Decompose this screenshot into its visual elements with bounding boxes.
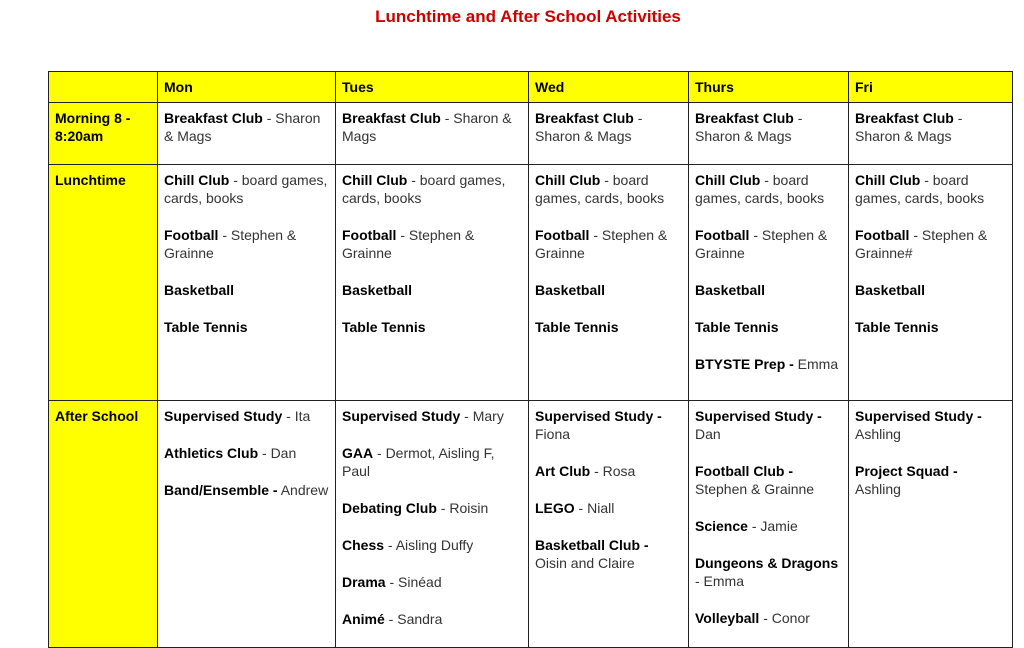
activity-detail: - Stephen & Grainne [695, 227, 828, 261]
day-header-thurs: Thurs [689, 72, 849, 103]
activity-detail: Fiona [535, 426, 571, 442]
activity-item [164, 318, 329, 336]
activity-item [855, 109, 1006, 145]
activity-name: Debating Club [342, 500, 437, 516]
activity-cell [689, 165, 849, 401]
activity-name: Breakfast Club [535, 110, 634, 126]
activity-name: Chill Club [855, 172, 921, 188]
table-row [49, 103, 1013, 165]
activity-detail: - Sharon & Mags [695, 110, 803, 144]
activity-name: Chill Club [535, 172, 601, 188]
activity-cell [158, 103, 336, 165]
activity-name: Basketball [855, 282, 926, 298]
page-title: Lunchtime and After School Activities [375, 7, 681, 26]
day-header-wed: Wed [529, 72, 689, 103]
activity-item [342, 109, 522, 145]
activity-name: Supervised Study - [695, 408, 822, 424]
day-header-mon: Mon [158, 72, 336, 103]
activity-item [695, 462, 842, 498]
activity-name: Football [164, 227, 219, 243]
activity-item [695, 517, 842, 535]
activity-name: Breakfast Club [164, 110, 263, 126]
activity-detail: - Aisling Duffy [384, 537, 474, 553]
activity-detail: - Rosa [590, 463, 636, 479]
activity-detail: - Sharon & Mags [342, 110, 512, 144]
activity-item [535, 318, 682, 336]
activity-item [535, 499, 682, 517]
activity-item [855, 226, 1006, 262]
activity-name: Basketball [535, 282, 606, 298]
activity-detail: - Sharon & Mags [164, 110, 321, 144]
activity-item [164, 444, 329, 462]
activity-name: Football [535, 227, 590, 243]
activity-cell [529, 165, 689, 401]
activity-name: Chill Club [342, 172, 408, 188]
activity-detail: - Stephen & Grainne# [855, 227, 988, 261]
activity-name: Animé [342, 611, 385, 627]
activity-item [342, 281, 522, 299]
activities-table [48, 71, 1013, 648]
activity-name: Football [855, 227, 910, 243]
activity-name: Supervised Study - [855, 408, 982, 424]
activity-detail: Ashling [855, 426, 901, 442]
activity-cell [689, 401, 849, 648]
activity-name: Table Tennis [695, 319, 779, 335]
activity-name: Chill Club [695, 172, 761, 188]
activity-detail: - board games, cards, books [342, 172, 506, 206]
activity-item [342, 171, 522, 207]
activity-cell [158, 401, 336, 648]
activity-name: Supervised Study - [535, 408, 662, 424]
activity-cell [529, 103, 689, 165]
activity-item [164, 407, 329, 425]
table-row [49, 401, 1013, 648]
activity-name: Basketball Club - [535, 537, 649, 553]
activity-detail: Oisin and Claire [535, 555, 635, 571]
activity-detail: - Sharon & Mags [535, 110, 643, 144]
activity-item [695, 355, 842, 373]
activity-cell [849, 401, 1013, 648]
activity-cell [849, 103, 1013, 165]
activity-item [342, 318, 522, 336]
activity-name: Basketball [164, 282, 235, 298]
activity-item [695, 171, 842, 207]
activity-name: Football [342, 227, 397, 243]
activity-item [535, 109, 682, 145]
activity-item [342, 444, 522, 480]
activity-name: Basketball [695, 282, 766, 298]
activity-cell [336, 103, 529, 165]
activity-item [535, 171, 682, 207]
activity-name: Breakfast Club [695, 110, 794, 126]
activity-detail: - Emma [695, 573, 744, 589]
activity-item [535, 281, 682, 299]
activity-detail: - Dan [258, 445, 297, 461]
activity-detail: - Dermot, Aisling F, Paul [342, 445, 495, 479]
activity-name: Band/Ensemble - [164, 482, 278, 498]
activity-detail: - board games, cards, books [164, 172, 328, 206]
day-header-tues: Tues [336, 72, 529, 103]
activity-item [695, 109, 842, 145]
activity-item [535, 226, 682, 262]
activity-item [855, 171, 1006, 207]
activity-name: Table Tennis [855, 319, 939, 335]
activity-name: Supervised Study [342, 408, 461, 424]
activity-detail: - Sandra [384, 611, 443, 627]
activity-detail: - Sinéad [385, 574, 442, 590]
activity-name: Volleyball [695, 610, 760, 626]
activity-item [855, 281, 1006, 299]
activity-detail: - Conor [759, 610, 810, 626]
activity-name: Football [695, 227, 750, 243]
activity-name: GAA [342, 445, 374, 461]
activity-name: Chill Club [164, 172, 230, 188]
activity-name: Dungeons & Dragons [695, 555, 839, 571]
activity-name: Chess [342, 537, 385, 553]
activity-name: Project Squad - [855, 463, 958, 479]
row-label: After School [49, 401, 158, 648]
activity-item [342, 536, 522, 554]
activity-item [855, 462, 1006, 498]
activity-name: Breakfast Club [342, 110, 441, 126]
activity-item [164, 281, 329, 299]
activity-item [342, 407, 522, 425]
activity-name: Table Tennis [342, 319, 426, 335]
activity-item [342, 499, 522, 517]
activity-detail: - Stephen & Grainne [342, 227, 475, 261]
activity-name: Table Tennis [164, 319, 248, 335]
activity-item [695, 226, 842, 262]
activity-name: BTYSTE Prep - [695, 356, 794, 372]
activity-name: Drama [342, 574, 386, 590]
activity-detail: - Mary [460, 408, 504, 424]
activity-cell [336, 165, 529, 401]
row-label: Lunchtime [49, 165, 158, 401]
activity-name: Science [695, 518, 748, 534]
activity-item [695, 281, 842, 299]
activity-item [535, 407, 682, 443]
activity-detail: - Ita [282, 408, 311, 424]
activity-cell [849, 165, 1013, 401]
activity-detail: Emma [793, 356, 839, 372]
activity-name: Art Club [535, 463, 591, 479]
activity-detail: Stephen & Grainne [695, 481, 815, 497]
activity-item [342, 610, 522, 628]
activity-name: Breakfast Club [855, 110, 954, 126]
activity-detail: - Stephen & Grainne [535, 227, 668, 261]
header-row [49, 72, 1013, 103]
activity-name: Football Club - [695, 463, 793, 479]
activity-item [695, 318, 842, 336]
activity-detail: - board games, cards, books [855, 172, 985, 206]
activity-detail: - Stephen & Grainne [164, 227, 297, 261]
activity-item [695, 609, 842, 627]
activity-detail: - board games, cards, books [535, 172, 665, 206]
activity-detail: - Sharon & Mags [855, 110, 963, 144]
corner-cell [49, 72, 158, 103]
activity-cell [689, 103, 849, 165]
activity-cell [529, 401, 689, 648]
activity-item [164, 109, 329, 145]
activity-name: Supervised Study [164, 408, 283, 424]
activity-item [855, 318, 1006, 336]
activity-item [535, 536, 682, 572]
activity-detail: Dan [695, 426, 721, 442]
activity-item [535, 462, 682, 480]
activity-item [164, 171, 329, 207]
activity-name: Athletics Club [164, 445, 259, 461]
activity-item [695, 554, 842, 590]
activity-item [695, 407, 842, 443]
activity-item [342, 573, 522, 591]
activity-item [164, 481, 329, 499]
activity-detail: - Roisin [436, 500, 489, 516]
activity-detail: Ashling [855, 481, 901, 497]
activity-cell [158, 165, 336, 401]
activity-detail: - board games, cards, books [695, 172, 825, 206]
activity-name: LEGO [535, 500, 575, 516]
activity-name: Table Tennis [535, 319, 619, 335]
day-header-fri: Fri [849, 72, 1013, 103]
activity-detail: Andrew [277, 482, 329, 498]
table-row [49, 165, 1013, 401]
row-label: Morning 8 - 8:20am [49, 103, 158, 165]
activity-item [164, 226, 329, 262]
activity-name: Basketball [342, 282, 413, 298]
activity-item [342, 226, 522, 262]
activity-item [855, 407, 1006, 443]
activity-detail: - Jamie [747, 518, 798, 534]
activity-cell [336, 401, 529, 648]
activity-detail: - Niall [574, 500, 615, 516]
